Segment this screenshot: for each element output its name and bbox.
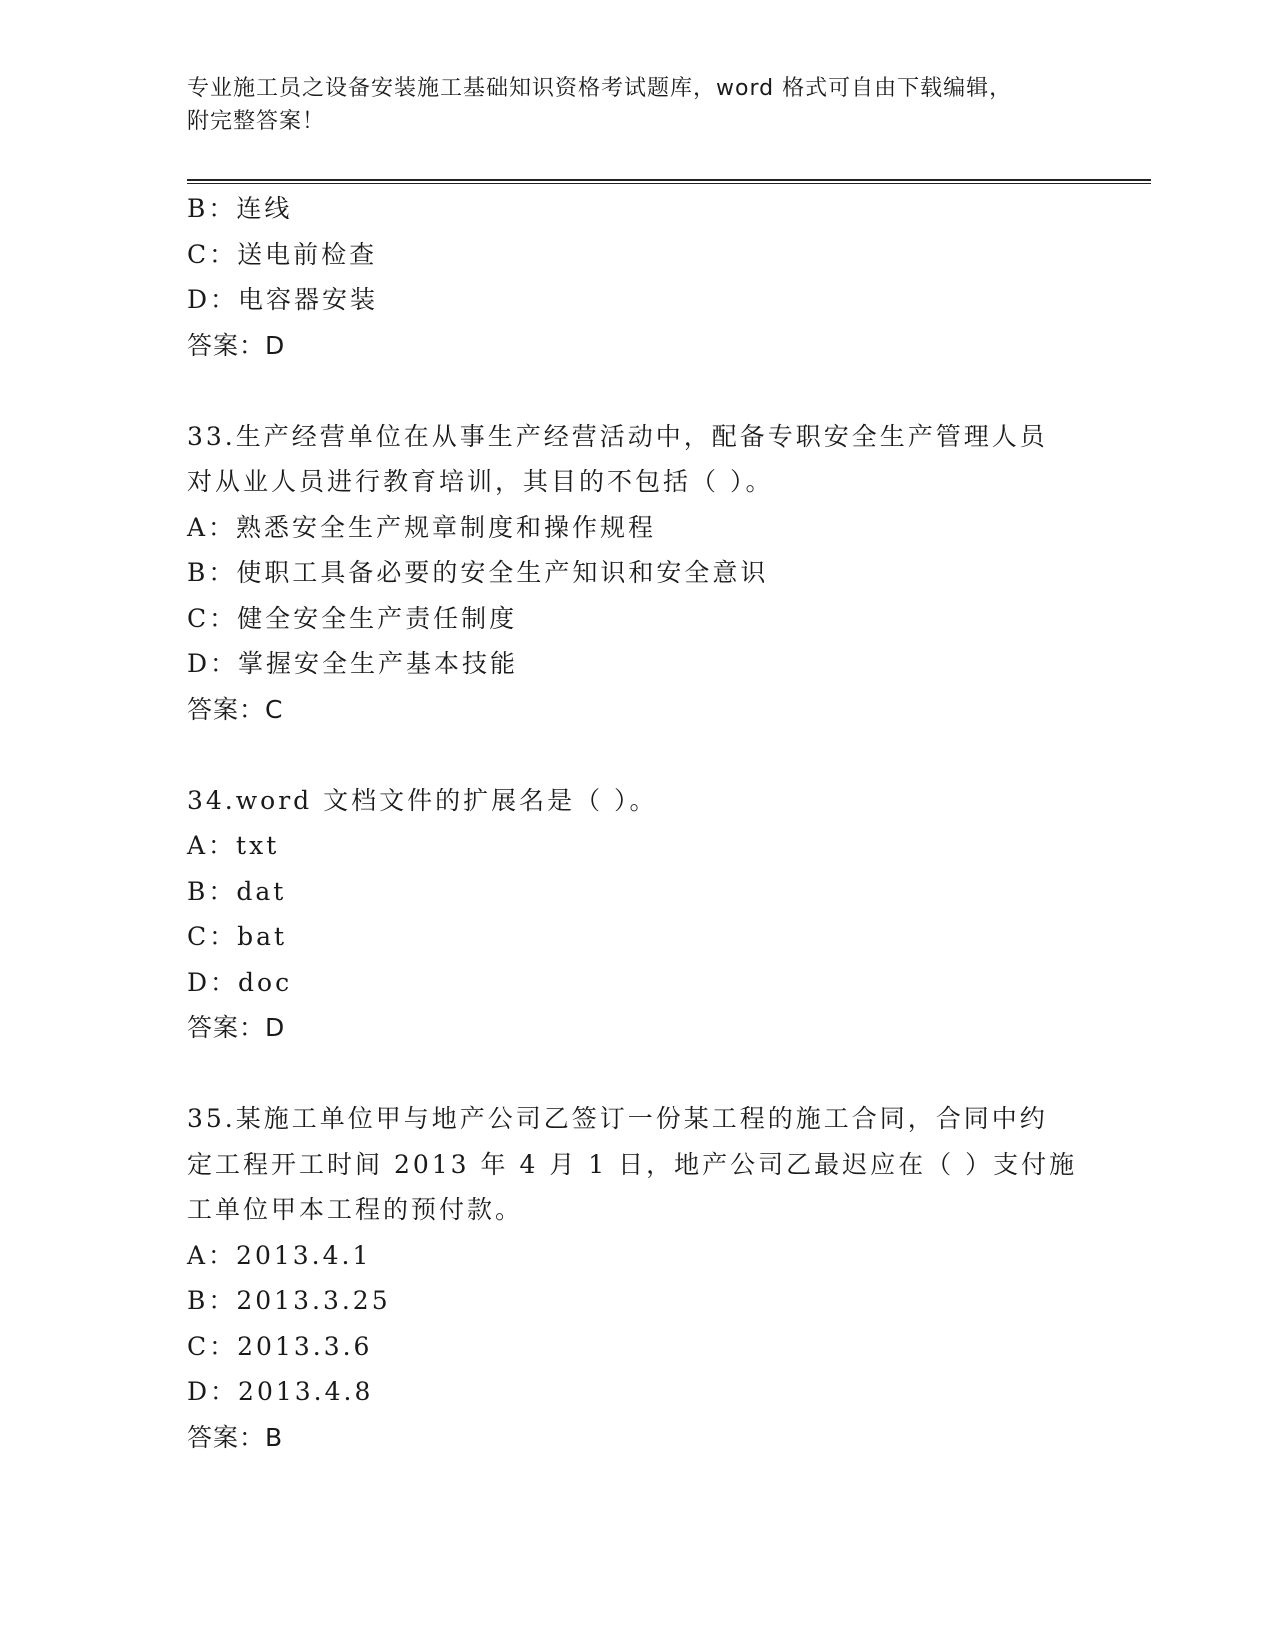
answer-line: 答案：C — [187, 694, 284, 724]
answer-line: 答案：D — [187, 330, 286, 360]
option-b: B：dat — [187, 876, 287, 906]
spacer — [187, 1051, 1087, 1097]
question-35 — [187, 1096, 1087, 1460]
header-divider-thick — [187, 179, 1151, 181]
option-b: B：连线 — [187, 194, 293, 223]
option-d: D：2013.4.8 — [187, 1377, 374, 1406]
prev-question-block — [187, 186, 1087, 368]
option-b: B：2013.3.25 — [187, 1286, 391, 1315]
option-c: C：送电前检查 — [187, 239, 378, 269]
question-stem-line: 工单位甲本工程的预付款。 — [187, 1195, 524, 1224]
spacer — [187, 368, 1087, 414]
question-33 — [187, 414, 1087, 733]
option-c: C：健全安全生产责任制度 — [187, 603, 518, 633]
option-a: A：txt — [187, 831, 280, 860]
option-c: C：2013.3.6 — [187, 1331, 373, 1361]
question-stem-line: 定工程开工时间 2013 年 4 月 1 日，地产公司乙最迟应在（ ）支付施 — [187, 1149, 1078, 1179]
document-body — [187, 186, 1087, 1460]
question-stem-line: 对从业人员进行教育培训，其目的不包括（ ）。 — [187, 467, 774, 496]
option-a: A：2013.4.1 — [187, 1240, 372, 1270]
question-34 — [187, 778, 1087, 1051]
option-d: D：doc — [187, 967, 293, 997]
option-a: A：熟悉安全生产规章制度和操作规程 — [187, 512, 657, 542]
option-c: C：bat — [187, 922, 288, 951]
document-header — [187, 72, 1087, 138]
header-divider-thin — [187, 183, 1151, 184]
question-stem-line: 33.生产经营单位在从事生产经营活动中，配备专职安全生产管理人员 — [187, 421, 1048, 451]
spacer — [187, 732, 1087, 778]
header-line-2: 附完整答案！ — [187, 109, 326, 134]
option-d: D：电容器安装 — [187, 285, 379, 314]
option-d: D：掌握安全生产基本技能 — [187, 649, 519, 678]
answer-line: 答案：D — [187, 1013, 286, 1042]
question-stem-line: 35.某施工单位甲与地产公司乙签订一份某工程的施工合同，合同中约 — [187, 1104, 1048, 1133]
option-b: B：使职工具备必要的安全生产知识和安全意识 — [187, 558, 769, 587]
question-stem-line: 34.word 文档文件的扩展名是（ ）。 — [187, 785, 658, 815]
answer-line: 答案：B — [187, 1422, 284, 1452]
header-line-1: 专业施工员之设备安装施工基础知识资格考试题库，word 格式可自由下载编辑， — [187, 76, 1013, 101]
